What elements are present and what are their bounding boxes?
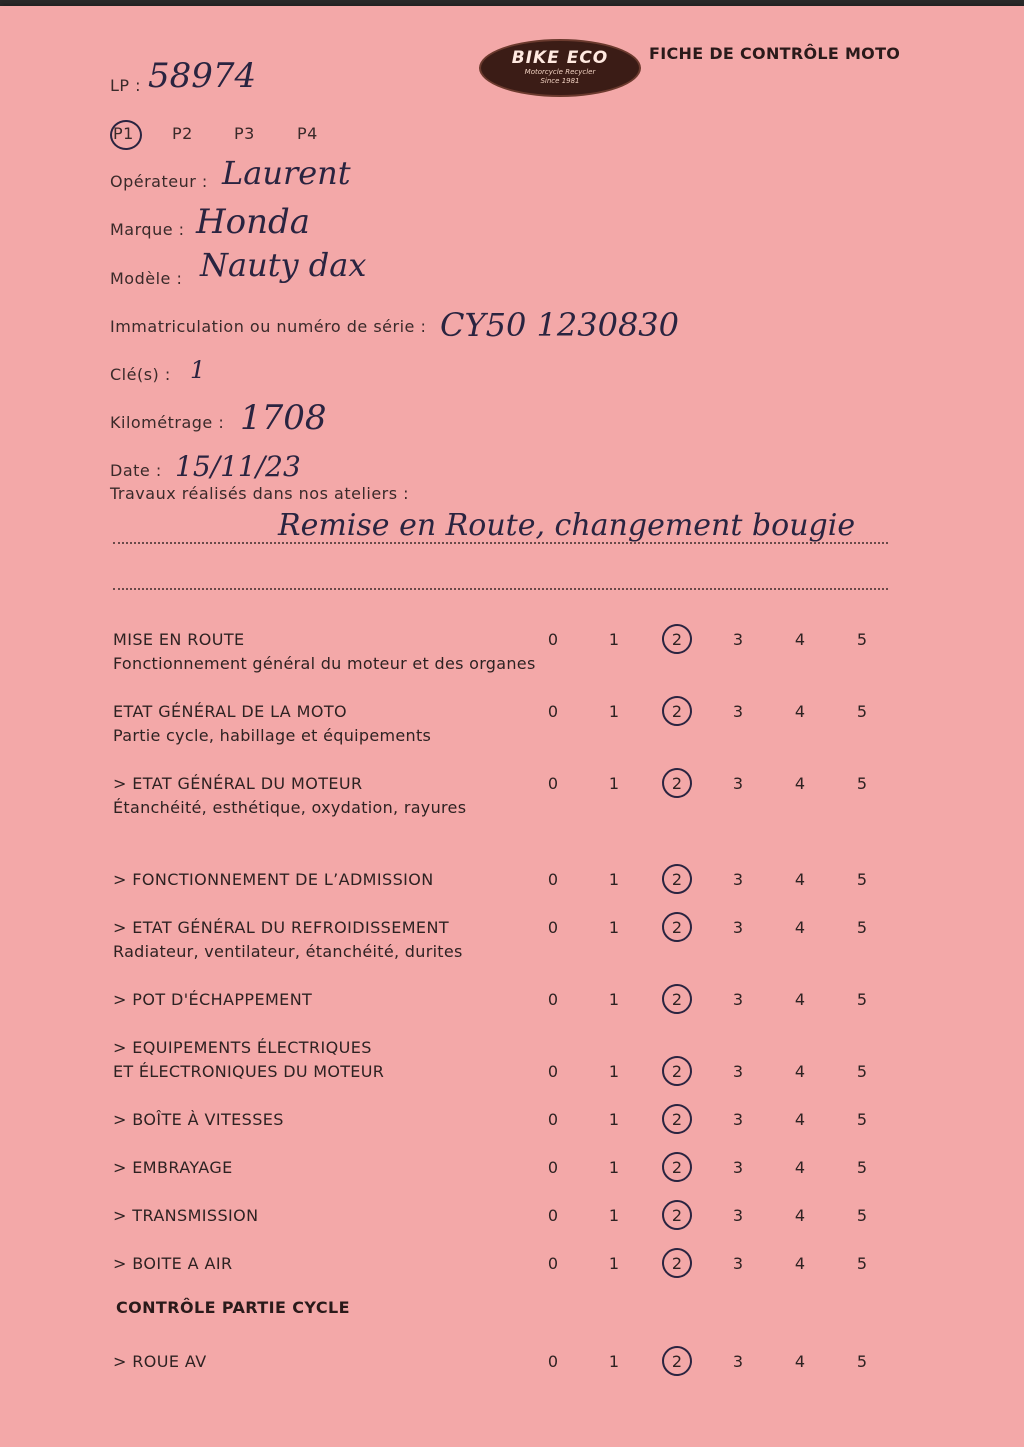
score-option-5[interactable]: 5 (856, 1062, 868, 1081)
score-option-0[interactable]: 0 (547, 918, 559, 937)
row-title: > POT D'ÉCHAPPEMENT (113, 990, 313, 1009)
score-option-0[interactable]: 0 (547, 990, 559, 1009)
score-option-4[interactable]: 4 (794, 630, 806, 649)
section-cycle-title: CONTRÔLE PARTIE CYCLE (116, 1298, 350, 1317)
score-option-5[interactable]: 5 (856, 630, 868, 649)
score-option-0[interactable]: 0 (547, 774, 559, 793)
score-option-2[interactable]: 2 (671, 702, 683, 721)
score-option-5[interactable]: 5 (856, 702, 868, 721)
date-label: Date : (110, 461, 162, 480)
score-option-3[interactable]: 3 (732, 774, 744, 793)
bike-eco-logo (479, 39, 641, 97)
selected-score-circle (660, 1150, 694, 1184)
row-subtitle: Radiateur, ventilateur, étanchéité, durites (113, 942, 463, 961)
serial-value[interactable]: CY50 1230830 (440, 306, 680, 344)
row-title: > BOITE A AIR (113, 1254, 233, 1273)
score-option-1[interactable]: 1 (608, 870, 620, 889)
score-option-3[interactable]: 3 (732, 630, 744, 649)
score-option-4[interactable]: 4 (794, 1062, 806, 1081)
selected-score-circle (660, 1344, 694, 1378)
row-title: > BOÎTE À VITESSES (113, 1110, 284, 1129)
score-option-4[interactable]: 4 (794, 1206, 806, 1225)
score-option-5[interactable]: 5 (856, 1206, 868, 1225)
score-option-2[interactable]: 2 (671, 1110, 683, 1129)
score-option-5[interactable]: 5 (856, 990, 868, 1009)
score-option-1[interactable]: 1 (608, 1254, 620, 1273)
operator-label: Opérateur : (110, 172, 208, 191)
keys-label: Clé(s) : (110, 365, 171, 384)
score-option-3[interactable]: 3 (732, 702, 744, 721)
lp-value[interactable]: 58974 (148, 56, 257, 96)
score-option-1[interactable]: 1 (608, 630, 620, 649)
score-option-1[interactable]: 1 (608, 918, 620, 937)
score-option-1[interactable]: 1 (608, 990, 620, 1009)
selected-score-circle (660, 1246, 694, 1280)
score-option-5[interactable]: 5 (856, 774, 868, 793)
page-title: FICHE DE CONTRÔLE MOTO (649, 44, 901, 63)
mileage-label: Kilométrage : (110, 413, 225, 432)
date-value[interactable]: 15/11/23 (175, 450, 301, 483)
score-option-0[interactable]: 0 (547, 1352, 559, 1371)
selected-score-circle (660, 1102, 694, 1136)
score-option-2[interactable]: 2 (671, 990, 683, 1009)
row-title: > FONCTIONNEMENT DE L’ADMISSION (113, 870, 434, 889)
score-option-1[interactable]: 1 (608, 1352, 620, 1371)
operator-value[interactable]: Laurent (222, 154, 351, 192)
score-option-4[interactable]: 4 (794, 1158, 806, 1177)
control-sheet (0, 6, 1024, 1447)
score-option-1[interactable]: 1 (608, 774, 620, 793)
score-option-3[interactable]: 3 (732, 990, 744, 1009)
score-option-0[interactable]: 0 (547, 1158, 559, 1177)
logo-line2: Since 1981 (540, 77, 580, 85)
score-option-2[interactable]: 2 (671, 630, 683, 649)
score-option-4[interactable]: 4 (794, 870, 806, 889)
score-option-3[interactable]: 3 (732, 1254, 744, 1273)
score-option-1[interactable]: 1 (608, 1158, 620, 1177)
work-label: Travaux réalisés dans nos ateliers : (110, 484, 410, 503)
selected-score-circle (660, 1054, 694, 1088)
score-option-3[interactable]: 3 (732, 1352, 744, 1371)
row-subtitle: ET ÉLECTRONIQUES DU MOTEUR (113, 1062, 385, 1081)
score-option-4[interactable]: 4 (794, 1254, 806, 1273)
score-option-3[interactable]: 3 (732, 918, 744, 937)
score-option-2[interactable]: 2 (671, 1254, 683, 1273)
model-value[interactable]: Nauty dax (200, 246, 367, 284)
score-option-4[interactable]: 4 (794, 1352, 806, 1371)
position-p3[interactable]: P3 (234, 124, 255, 143)
selected-score-circle (660, 910, 694, 944)
serial-label: Immatriculation ou numéro de série : (110, 317, 427, 336)
score-option-4[interactable]: 4 (794, 990, 806, 1009)
position-p1[interactable]: P1 (113, 124, 134, 143)
row-title: > EMBRAYAGE (113, 1158, 233, 1177)
score-option-2[interactable]: 2 (671, 918, 683, 937)
selected-score-circle (660, 694, 694, 728)
selected-score-circle (660, 862, 694, 896)
score-option-0[interactable]: 0 (547, 870, 559, 889)
score-option-2[interactable]: 2 (671, 1158, 683, 1177)
work-line-2 (113, 588, 888, 590)
score-option-2[interactable]: 2 (671, 870, 683, 889)
score-option-3[interactable]: 3 (732, 1110, 744, 1129)
score-option-0[interactable]: 0 (547, 1254, 559, 1273)
score-option-4[interactable]: 4 (794, 702, 806, 721)
score-option-3[interactable]: 3 (732, 1158, 744, 1177)
score-option-5[interactable]: 5 (856, 1158, 868, 1177)
score-option-1[interactable]: 1 (608, 1110, 620, 1129)
brand-label: Marque : (110, 220, 185, 239)
score-option-2[interactable]: 2 (671, 1206, 683, 1225)
row-title: > TRANSMISSION (113, 1206, 259, 1225)
row-title: ETAT GÉNÉRAL DE LA MOTO (113, 702, 347, 721)
mileage-value[interactable]: 1708 (240, 398, 327, 438)
score-option-3[interactable]: 3 (732, 1062, 744, 1081)
score-option-1[interactable]: 1 (608, 1206, 620, 1225)
row-title: > EQUIPEMENTS ÉLECTRIQUES (113, 1038, 372, 1057)
row-title: > ETAT GÉNÉRAL DU REFROIDISSEMENT (113, 918, 449, 937)
score-option-5[interactable]: 5 (856, 918, 868, 937)
work-value[interactable]: Remise en Route, changement bougie (278, 508, 856, 543)
selected-score-circle (660, 622, 694, 656)
score-option-3[interactable]: 3 (732, 870, 744, 889)
score-option-0[interactable]: 0 (547, 1062, 559, 1081)
score-option-0[interactable]: 0 (547, 630, 559, 649)
score-option-5[interactable]: 5 (856, 1110, 868, 1129)
selected-score-circle (660, 982, 694, 1016)
row-subtitle: Étanchéité, esthétique, oxydation, rayures (113, 798, 467, 817)
lp-label: LP : (110, 76, 142, 95)
score-option-2[interactable]: 2 (671, 1352, 683, 1371)
selected-score-circle (660, 1198, 694, 1232)
row-title: > ROUE AV (113, 1352, 207, 1371)
keys-value[interactable]: 1 (190, 356, 206, 384)
score-option-1[interactable]: 1 (608, 702, 620, 721)
score-option-5[interactable]: 5 (856, 870, 868, 889)
score-option-4[interactable]: 4 (794, 918, 806, 937)
score-option-2[interactable]: 2 (671, 1062, 683, 1081)
position-p2[interactable]: P2 (172, 124, 193, 143)
score-option-0[interactable]: 0 (547, 1110, 559, 1129)
model-label: Modèle : (110, 269, 183, 288)
row-title: > ETAT GÉNÉRAL DU MOTEUR (113, 774, 363, 793)
row-subtitle: Partie cycle, habillage et équipements (113, 726, 432, 745)
score-option-2[interactable]: 2 (671, 774, 683, 793)
score-option-5[interactable]: 5 (856, 1254, 868, 1273)
score-option-3[interactable]: 3 (732, 1206, 744, 1225)
row-title: MISE EN ROUTE (113, 630, 245, 649)
score-option-0[interactable]: 0 (547, 702, 559, 721)
brand-value[interactable]: Honda (196, 202, 311, 242)
selected-score-circle (660, 766, 694, 800)
score-option-4[interactable]: 4 (794, 1110, 806, 1129)
position-p4[interactable]: P4 (297, 124, 318, 143)
score-option-1[interactable]: 1 (608, 1062, 620, 1081)
row-subtitle: Fonctionnement général du moteur et des organes (113, 654, 536, 673)
logo-brand: BIKE ECO (511, 48, 609, 68)
logo-line1: Motorcycle Recycler (524, 68, 596, 76)
score-option-0[interactable]: 0 (547, 1206, 559, 1225)
score-option-4[interactable]: 4 (794, 774, 806, 793)
score-option-5[interactable]: 5 (856, 1352, 868, 1371)
